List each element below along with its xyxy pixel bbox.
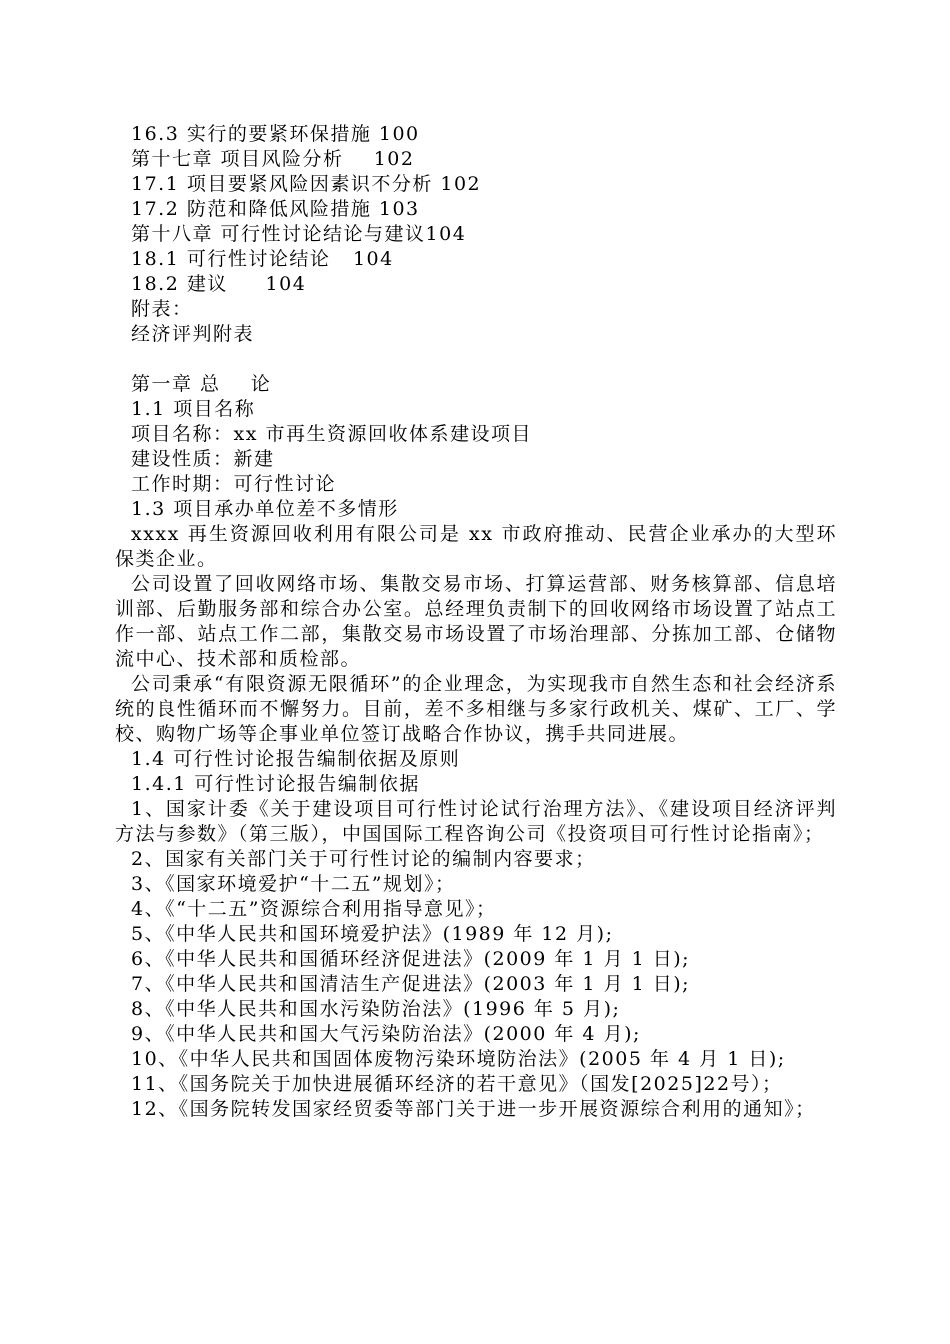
toc-entry: 第十八章 可行性讨论结论与建议104 xyxy=(131,223,467,245)
project-name: 项目名称：xx 市再生资源回收体系建设项目 xyxy=(131,423,532,445)
toc-entry: 17.1 项目要紧风险因素识不分析 102 xyxy=(131,173,482,195)
toc-entry: 18.2 建议 104 xyxy=(131,273,307,295)
basis-item: 11、《国务院关于加快进展循环经济的若干意见》（国发[2025]22号）； xyxy=(131,1073,783,1095)
paragraph: 公司设置了回收网络市场、集散交易市场、打算运营部、财务核算部、信息培训部、后勤服务部和综合办公室。总经理负责制下的回收网络市场设置了站点工作一部、站点工作二部，集散交易市场设置了市场治理部、分拣加工部、仓储物流中心、技术部和质检部。 xyxy=(115,573,837,670)
construction-nature: 建设性质：新建 xyxy=(131,448,275,470)
section-heading: 1.3 项目承办单位差不多情形 xyxy=(131,498,399,520)
basis-item: 8、《中华人民共和国水污染防治法》(1996 年 5 月); xyxy=(131,998,621,1020)
basis-item: 2、国家有关部门关于可行性讨论的编制内容要求； xyxy=(131,848,596,870)
paragraph: 公司秉承“有限资源无限循环”的企业理念，为实现我市自然生态和社会经济系统的良性循环而不懈努力。目前，差不多相继与多家行政机关、煤矿、工厂、学校、购物广场等企事业单位签订战略合作协议，携手共同进展。 xyxy=(115,673,837,745)
toc-entry: 经济评判附表 xyxy=(131,323,255,345)
basis-item: 1、国家计委《关于建设项目可行性讨论试行治理方法》、《建设项目经济评判方法与参数》（第三版），中国国际工程咨询公司《投资项目可行性讨论指南》； xyxy=(115,798,837,845)
basis-item: 6、《中华人民共和国循环经济促进法》(2009 年 1 月 1 日); xyxy=(131,948,691,970)
section-heading: 1.4 可行性讨论报告编制依据及原则 xyxy=(131,748,461,770)
basis-item: 10、《中华人民共和国固体废物污染环境防治法》(2005 年 4 月 1 日); xyxy=(131,1048,786,1070)
spacer xyxy=(115,347,837,372)
document-page xyxy=(115,122,837,1122)
basis-item: 9、《中华人民共和国大气污染防治法》(2000 年 4 月); xyxy=(131,1023,641,1045)
basis-item: 3、《国家环境爱护“十二五”规划》； xyxy=(131,873,456,895)
toc-entry: 附表： xyxy=(131,298,193,320)
paragraph: xxxx 再生资源回收利用有限公司是 xx 市政府推动、民营企业承办的大型环保类企业。 xyxy=(115,523,837,570)
section-heading: 1.1 项目名称 xyxy=(131,398,256,420)
chapter-title: 第一章 总 论 xyxy=(131,373,272,395)
basis-item: 5、《中华人民共和国环境爱护法》(1989 年 12 月); xyxy=(131,923,614,945)
toc-entry: 第十七章 项目风险分析 102 xyxy=(131,148,415,170)
toc-entry: 17.2 防范和降低风险措施 103 xyxy=(131,198,420,220)
basis-item: 12、《国务院转发国家经贸委等部门关于进一步开展资源综合利用的通知》； xyxy=(131,1098,816,1120)
basis-item: 7、《中华人民共和国清洁生产促进法》(2003 年 1 月 1 日); xyxy=(131,973,691,995)
basis-item: 4、《“十二五”资源综合利用指导意见》； xyxy=(131,898,497,920)
subsection-heading: 1.4.1 可行性讨论报告编制依据 xyxy=(131,773,420,795)
work-period: 工作时期：可行性讨论 xyxy=(131,473,337,495)
toc-entry: 18.1 可行性讨论结论 104 xyxy=(131,248,394,270)
toc-entry: 16.3 实行的要紧环保措施 100 xyxy=(131,123,420,145)
